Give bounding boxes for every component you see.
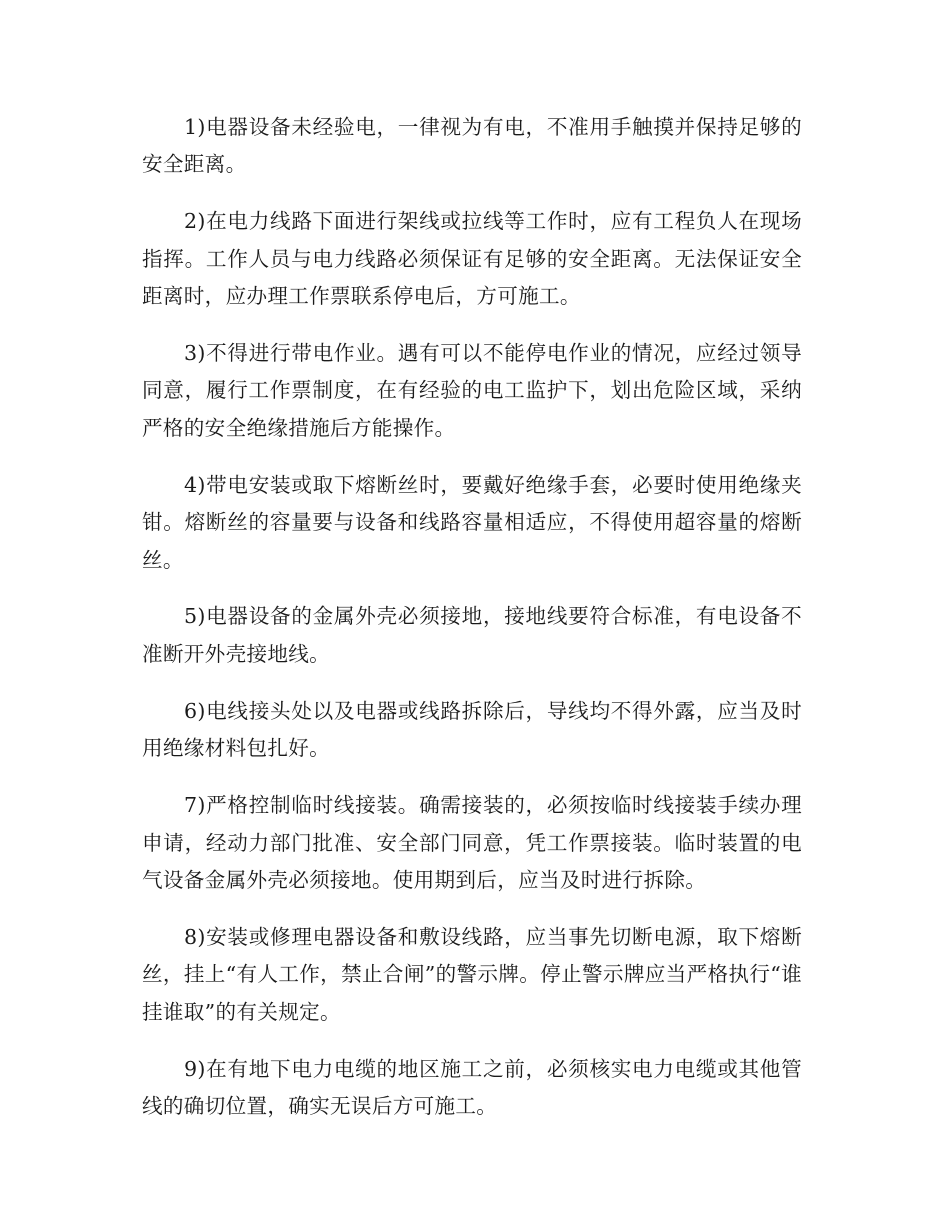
paragraph-7: 7)严格控制临时线接装。确需接装的，必须按临时线接装手续办理申请，经动力部门批准、安全部门同意，凭工作票接装。临时装置的电气设备金属外壳必须接地。使用期到后，应当及时进行拆除。 [142, 793, 802, 892]
paragraph-1: 1)电器设备未经验电，一律视为有电，不准用手触摸并保持足够的安全距离。 [142, 115, 802, 177]
paragraph-3: 3)不得进行带电作业。遇有可以不能停电作业的情况，应经过领导同意，履行工作票制度，在有经验的电工监护下，划出危险区域，采纳严格的安全绝缘措施后方能操作。 [142, 341, 802, 440]
paragraph-4: 4)带电安装或取下熔断丝时，要戴好绝缘手套，必要时使用绝缘夹钳。熔断丝的容量要与设备和线路容量相适应，不得使用超容量的熔断丝。 [142, 472, 802, 572]
paragraph-9: 9)在有地下电力电缆的地区施工之前，必须核实电力电缆或其他管线的确切位置，确实无误后方可施工。 [142, 1056, 802, 1118]
paragraph-5: 5)电器设备的金属外壳必须接地，接地线要符合标准，有电设备不准断开外壳接地线。 [142, 604, 802, 666]
paragraph-2: 2)在电力线路下面进行架线或拉线等工作时，应有工程负人在现场指挥。工作人员与电力线路必须保证有足够的安全距离。无法保证安全距离时，应办理工作票联系停电后，方可施工。 [142, 209, 802, 309]
paragraph-8: 8)安装或修理电器设备和敷设线路，应当事先切断电源，取下熔断丝，挂上“有人工作，禁止合闸”的警示牌。停止警示牌应当严格执行“谁挂谁取”的有关规定。 [142, 924, 802, 1024]
document-body [142, 109, 802, 1145]
paragraph-6: 6)电线接头处以及电器或线路拆除后，导线均不得外露，应当及时用绝缘材料包扎好。 [142, 698, 802, 761]
